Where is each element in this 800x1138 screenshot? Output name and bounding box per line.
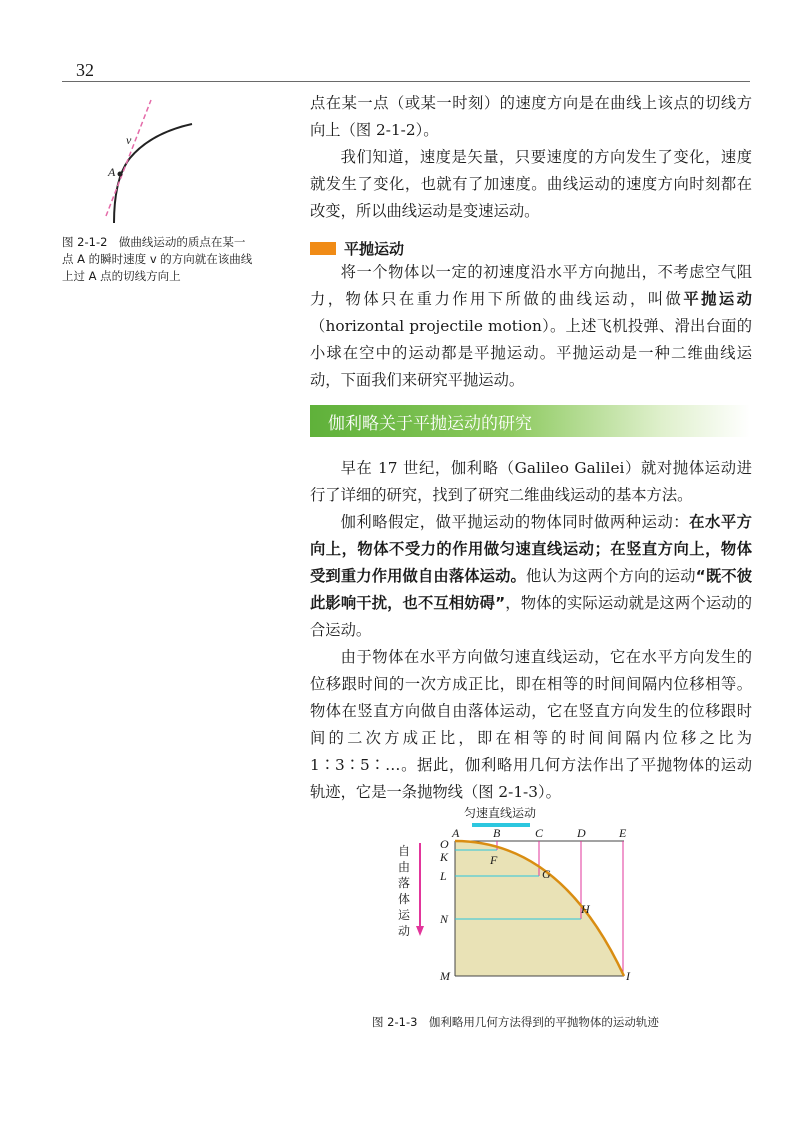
fig1-label-A: A — [108, 165, 116, 179]
fig2-label-C: C — [535, 826, 544, 840]
fig2-vert-char: 动 — [398, 924, 411, 938]
section-paragraph-2 — [310, 509, 752, 644]
figure-galileo-projectile — [380, 798, 640, 998]
text-run: 伽利略假定，做平抛运动的物体同时做两种运动： — [340, 513, 690, 531]
fig1-label-v: v — [126, 133, 132, 147]
fig2-label-D: D — [577, 826, 586, 840]
fig2-label-A: A — [452, 826, 460, 840]
intro-paragraph-2: 我们知道，速度是矢量，只要速度的方向发生了变化，速度就发生了变化，也就有了加速度。曲线运动的速度方向时刻都在改变，所以曲线运动是变速运动。 — [310, 148, 752, 220]
fig2-vert-char: 由 — [398, 860, 411, 874]
text-run: （horizontal projectile motion）。上述飞机投弹、滑出台面的小球在空中的运动都是平抛运动。平抛运动是一种二维曲线运动，下面我们来研究平抛运动。 — [310, 317, 752, 389]
intro-text — [310, 90, 752, 225]
fig2-label-M: M — [440, 969, 450, 983]
subsection-paragraph — [310, 259, 752, 394]
subsection-marker — [310, 242, 336, 255]
subsection-title: 平抛运动 — [344, 240, 405, 258]
bold-run: 在水平方向上，物体不受力的作用做匀速直线运动；在竖直方向上，物体受到重力作用做自由落体运动。 — [310, 513, 752, 585]
fig2-label-O: O — [440, 837, 449, 851]
fig2-label-G: G — [542, 867, 551, 881]
text-run: 他认为这两个方向的运动 — [525, 567, 696, 585]
fig1-point-A — [118, 172, 123, 177]
section-banner — [310, 405, 750, 437]
bold-quote: “既不彼此影响干扰，也不互相妨碍” — [310, 567, 752, 612]
fig2-vertical-arrow-head — [416, 926, 424, 936]
section-paragraph-3: 由于物体在水平方向做匀速直线运动，它在水平方向发生的位移跟时间的一次方成正比，即在相等的时间间隔内位移相等。物体在竖直方向做自由落体运动，它在竖直方向发生的位移跟时间的二次方成正比，即在相等的时间间隔内位移之比为 1∶3∶5∶…。据此，伽利略用几何方法作出了平抛物体的运动轨迹，它是一条抛物线（图 2-1-3）。 — [310, 648, 752, 801]
fig2-label-K: K — [440, 850, 449, 864]
figure2-caption: 图 2-1-3 伽利略用几何方法得到的平抛物体的运动轨迹 — [372, 1015, 659, 1029]
fig2-vertical-label — [398, 844, 411, 938]
fig2-vert-char: 自 — [398, 844, 411, 858]
fig2-label-F: F — [490, 853, 498, 867]
fig2-label-N: N — [440, 912, 449, 926]
fig2-label-H: H — [581, 902, 590, 916]
fig2-horizontal-label: 匀速直线运动 — [464, 806, 537, 820]
fig2-vert-char: 体 — [398, 892, 411, 906]
fig2-vert-char: 运 — [398, 908, 411, 922]
fig2-label-E: E — [619, 826, 627, 840]
section-paragraph-1: 早在 17 世纪，伽利略（Galileo Galilei）就对抛体运动进行了详细的研究，找到了研究二维曲线运动的基本方法。 — [310, 459, 752, 504]
header-rule — [62, 81, 750, 82]
page-number: 32 — [76, 60, 94, 80]
fig1-background — [76, 98, 216, 228]
fig2-label-I: I — [626, 969, 630, 983]
term-projectile-motion: 平抛运动 — [683, 290, 752, 308]
fig2-label-L: L — [440, 869, 447, 883]
subsection-text — [310, 259, 752, 394]
text-run: 将一个物体以一定的初速度沿水平方向抛出，不考虑空气阻力，物体只在重力作用下所做的曲线运动，叫做 — [310, 263, 752, 308]
intro-paragraph-1: 点在某一点（或某一时刻）的速度方向是在曲线上该点的切线方向上（图 2-1-2）。 — [310, 94, 752, 139]
subsection-heading — [310, 238, 404, 259]
figure-tangent-velocity — [76, 98, 216, 228]
fig2-vert-char: 落 — [398, 876, 411, 890]
section-text — [310, 455, 752, 806]
figure1-caption: 图 2-1-2 做曲线运动的质点在某一 点 A 的瞬时速度 v 的方向就在该曲线 上过 A 点的切线方向上 — [62, 235, 253, 283]
section-title: 伽利略关于平抛运动的研究 — [328, 414, 532, 434]
fig2-label-B: B — [493, 826, 501, 840]
text-run: ，物体的实际运动就是这两个运动的合运动。 — [310, 594, 752, 639]
